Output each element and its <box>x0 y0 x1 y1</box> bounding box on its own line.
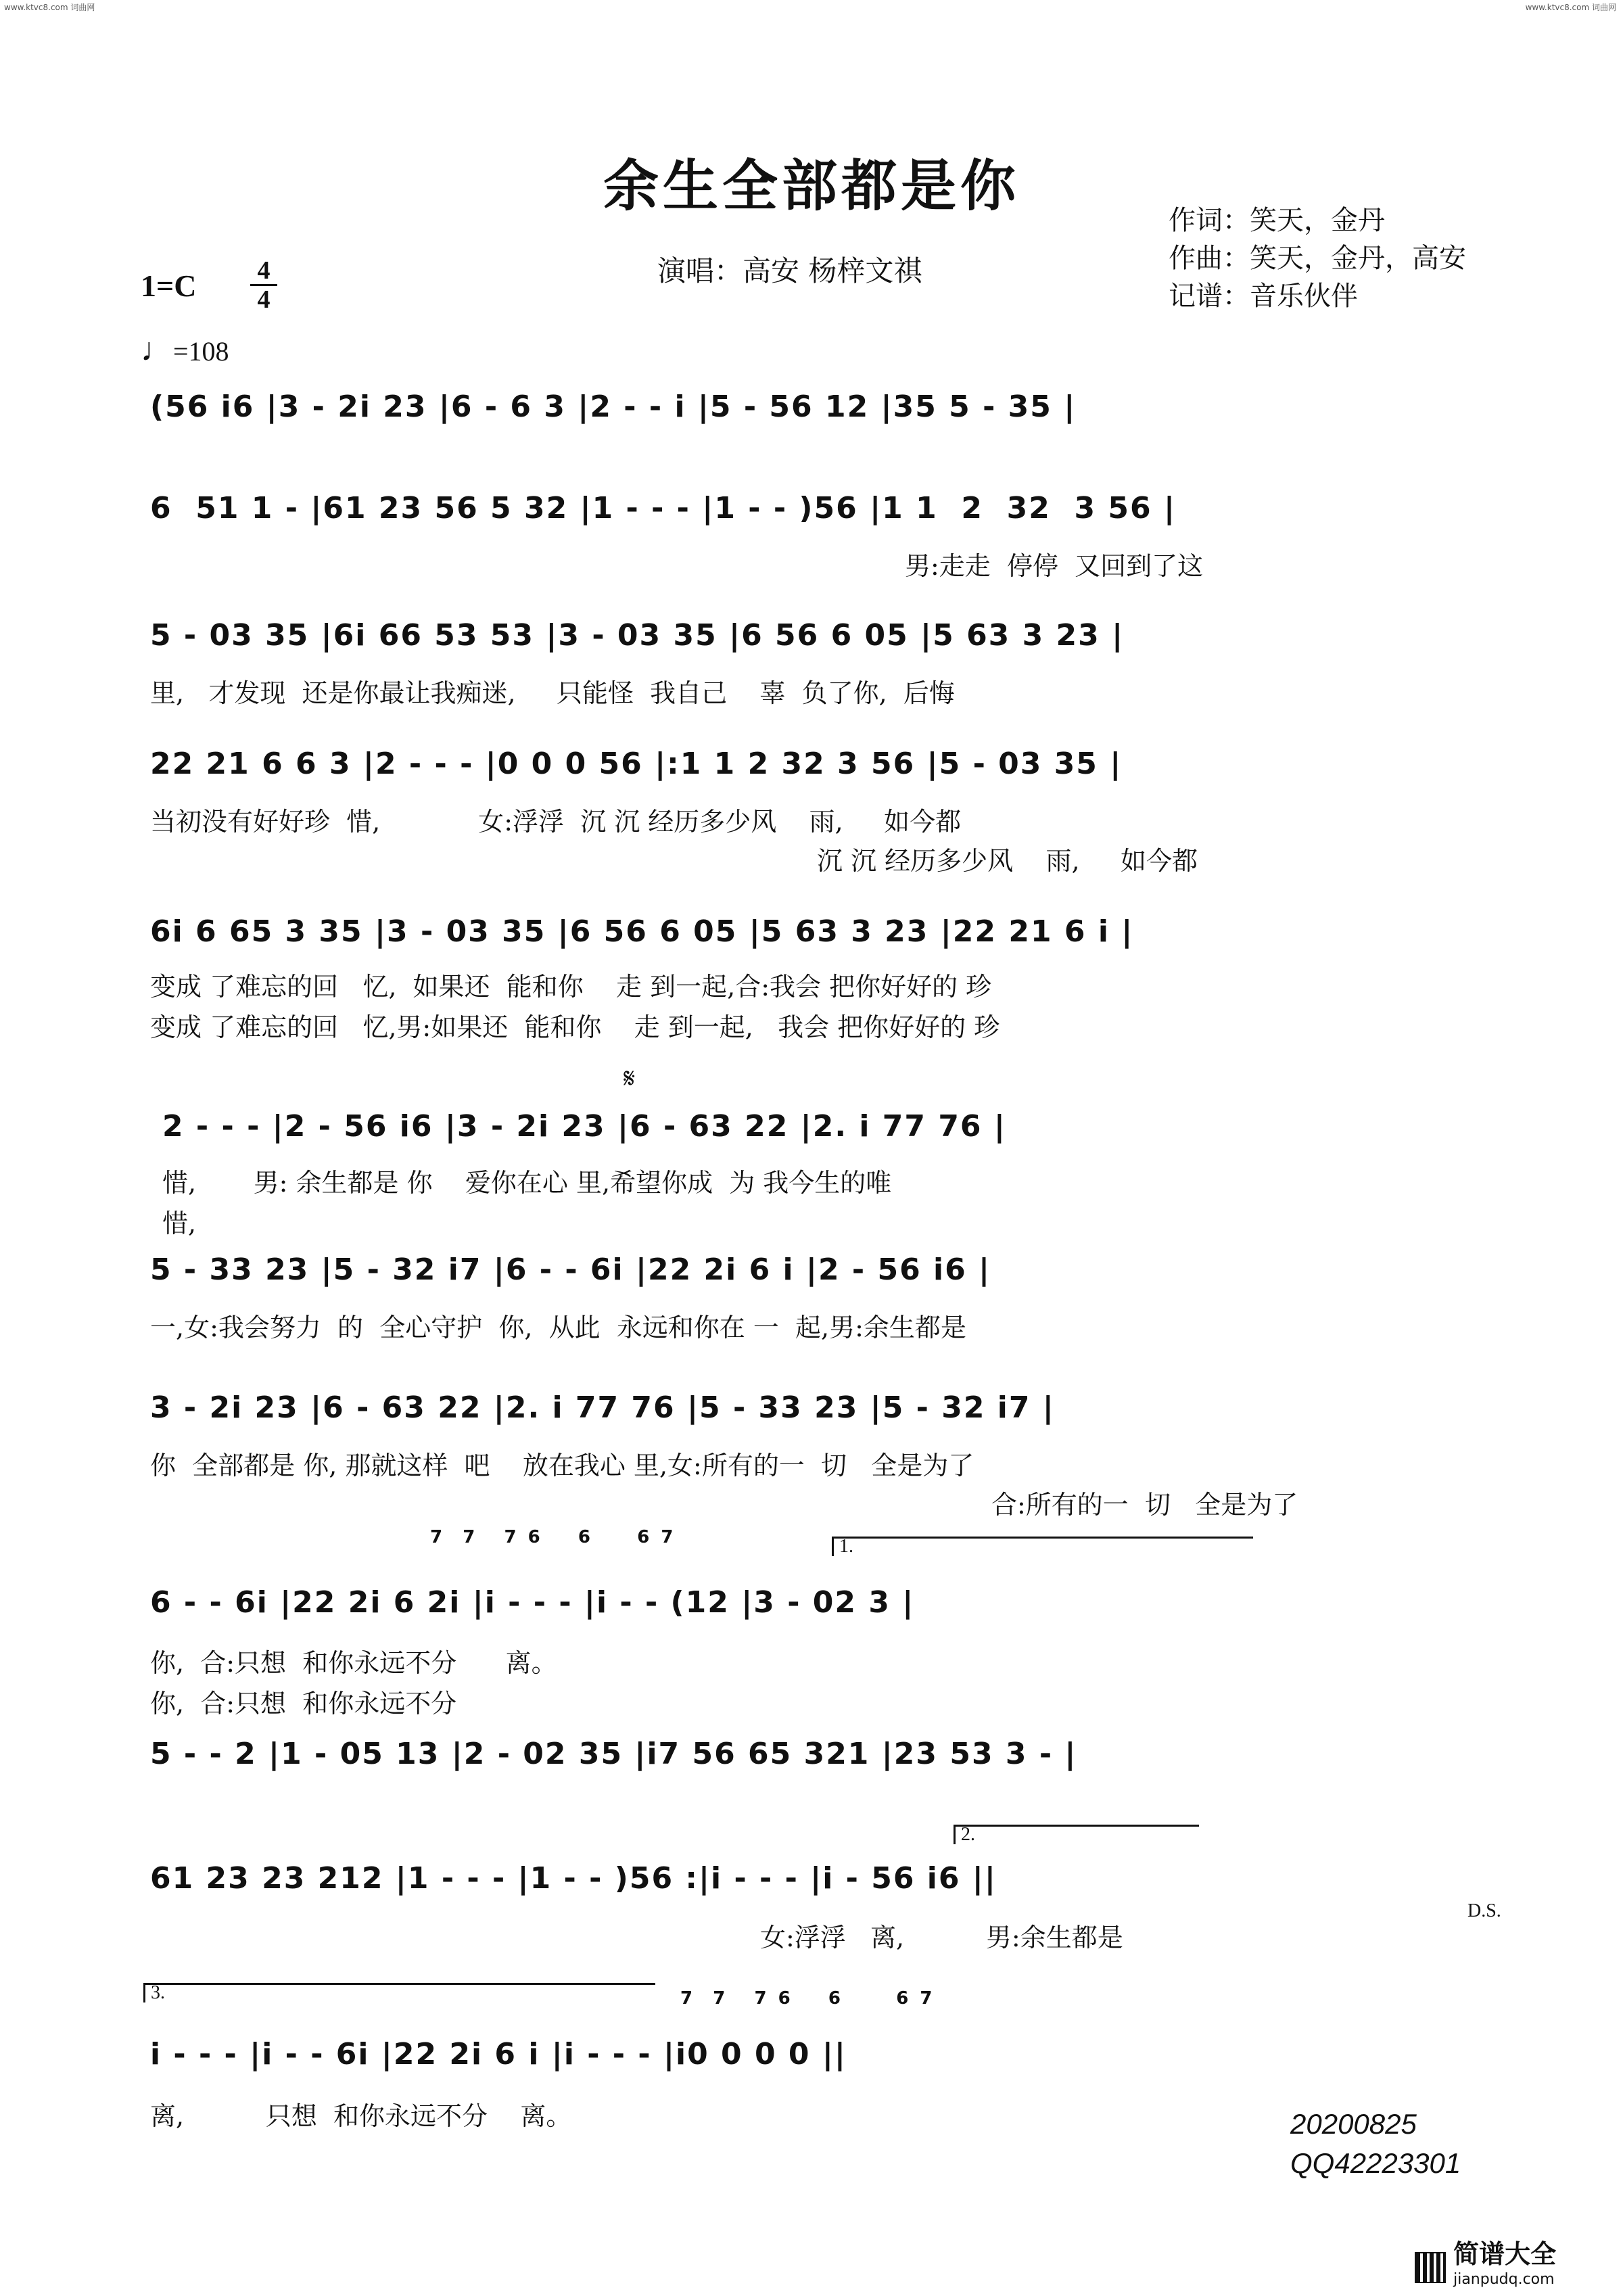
system-12-annotation: 7 7 7 6 6 6 7 <box>680 1988 935 2009</box>
time-signature <box>250 258 277 312</box>
system-4-lyrics-2: 沉 沉 经历多少风 雨, 如今都 <box>817 846 1198 876</box>
logo-title: 简谱大全 <box>1453 2239 1557 2269</box>
volta-1-bracket <box>832 1537 1253 1556</box>
volta-3-label: 3. <box>151 1982 165 2003</box>
system-4-notes: 22 21 6 6 3 |2 - - - |0 0 0 56 |:1 1 2 32 3 56 |5 - 03 35 | <box>150 747 1123 781</box>
piano-keys-icon <box>1415 2252 1446 2283</box>
volta-3-bracket <box>143 1983 655 2002</box>
quarter-note-icon: ♩ <box>141 332 173 368</box>
system-11-lyrics: 女:浮浮 离, 男:余生都是 <box>760 1923 1123 1952</box>
system-11-notes: 61 23 23 212 |1 - - - |1 - - )56 :|i - - - |i - 56 i6 || <box>150 1861 997 1896</box>
system-6-notes: 2 - - - |2 - 56 i6 |3 - 2i 23 |6 - 63 22 |2. i 77 76 | <box>162 1109 1006 1144</box>
system-6-lyrics-2: 惜, <box>162 1209 197 1238</box>
header-watermark-left: www.ktvc8.com 词曲网 <box>4 3 95 12</box>
system-5-lyrics-1: 变成 了难忘的回 忆, 如果还 能和你 走 到一起,合:我会 把你好好的 珍 <box>150 972 992 1002</box>
system-12-lyrics: 离, 只想 和你永远不分 离。 <box>150 2101 572 2131</box>
volta-1-label: 1. <box>839 1536 853 1557</box>
system-9-notes: 6 - - 6i |22 2i 6 2i |i - - - |i - - (12 |3 - 02 3 | <box>150 1585 915 1620</box>
system-5-notes: 6i 6 65 3 35 |3 - 03 35 |6 56 6 05 |5 63 3 23 |22 21 6 i | <box>150 914 1134 949</box>
header-watermark-right: www.ktvc8.com 词曲网 <box>1525 3 1616 12</box>
system-9-lyrics-2: 你, 合:只想 和你永远不分 <box>150 1689 457 1718</box>
volta-2-bracket <box>954 1825 1199 1844</box>
system-2-notes: 6 51 1 - |61 23 56 5 32 |1 - - - |1 - - )56 |1 1 2 32 3 56 | <box>150 491 1177 525</box>
lyricist-credit: 作词：笑天，金丹 <box>1169 205 1385 236</box>
system-2-lyrics: 男:走走 停停 又回到了这 <box>905 551 1204 581</box>
site-logo <box>1415 2239 1557 2291</box>
system-1-notes: (56 i6 |3 - 2i 23 |6 - 6 3 |2 - - i |5 - 56 12 |35 5 - 35 | <box>150 390 1077 424</box>
key-signature: 1=C <box>141 268 197 303</box>
transcription-date: 20200825 <box>1290 2108 1417 2140</box>
performers: 演唱：高安 杨梓文祺 <box>657 254 922 287</box>
system-5-lyrics-2: 变成 了难忘的回 忆,男:如果还 能和你 走 到一起, 我会 把你好好的 珍 <box>150 1012 1000 1042</box>
system-8-lyrics-1: 你 全部都是 你, 那就这样 吧 放在我心 里,女:所有的一 切 全是为了 <box>150 1451 974 1480</box>
composer-credit: 作曲：笑天，金丹，高安 <box>1169 243 1466 274</box>
system-4-lyrics-1: 当初没有好好珍 惜, 女:浮浮 沉 沉 经历多少风 雨, 如今都 <box>150 807 962 837</box>
song-title: 余生全部都是你 <box>603 154 1020 218</box>
system-3-notes: 5 - 03 35 |6i 66 53 53 |3 - 03 35 |6 56 6 05 |5 63 3 23 | <box>150 618 1125 653</box>
system-10-notes: 5 - - 2 |1 - 05 13 |2 - 02 35 |i7 56 65 321 |23 53 3 - | <box>150 1737 1077 1771</box>
logo-url: jianpudq.com <box>1453 2271 1555 2288</box>
segno-icon: 𝄋 <box>624 1063 636 1094</box>
system-6-lyrics-1: 惜, 男: 余生都是 你 爱你在心 里,希望你成 为 我今生的唯 <box>162 1168 892 1198</box>
system-3-lyrics: 里, 才发现 还是你最让我痴迷, 只能怪 我自己 辜 负了你, 后悔 <box>150 678 955 708</box>
tempo-marking <box>141 331 229 369</box>
system-7-notes: 5 - 33 23 |5 - 32 i7 |6 - - 6i |22 2i 6 i |2 - 56 i6 | <box>150 1252 991 1287</box>
system-9-lyrics-1: 你, 合:只想 和你永远不分 离。 <box>150 1648 557 1678</box>
transcriber-credit: 记谱：音乐伙伴 <box>1169 281 1358 312</box>
footer-id-block <box>1290 2105 1461 2183</box>
system-9-annotation: 7 7 7 6 6 6 7 <box>430 1527 676 1547</box>
system-7-lyrics: 一,女:我会努力 的 全心守护 你, 从此 永远和你在 一 起,男:余生都是 <box>150 1313 966 1342</box>
time-signature-top: 4 <box>257 256 270 285</box>
credits-block <box>1169 202 1466 315</box>
system-12-notes: i - - - |i - - 6i |22 2i 6 i |i - - - |i0 0 0 0 || <box>150 2037 847 2071</box>
ds-marking: D.S. <box>1467 1900 1501 1921</box>
tempo-value: =108 <box>173 336 229 367</box>
system-8-notes: 3 - 2i 23 |6 - 63 22 |2. i 77 76 |5 - 33 23 |5 - 32 i7 | <box>150 1390 1055 1425</box>
volta-2-label: 2. <box>961 1824 975 1845</box>
time-signature-bottom: 4 <box>257 285 270 314</box>
system-8-lyrics-2: 合:所有的一 切 全是为了 <box>991 1490 1298 1520</box>
qq-number: QQ42223301 <box>1290 2147 1461 2179</box>
